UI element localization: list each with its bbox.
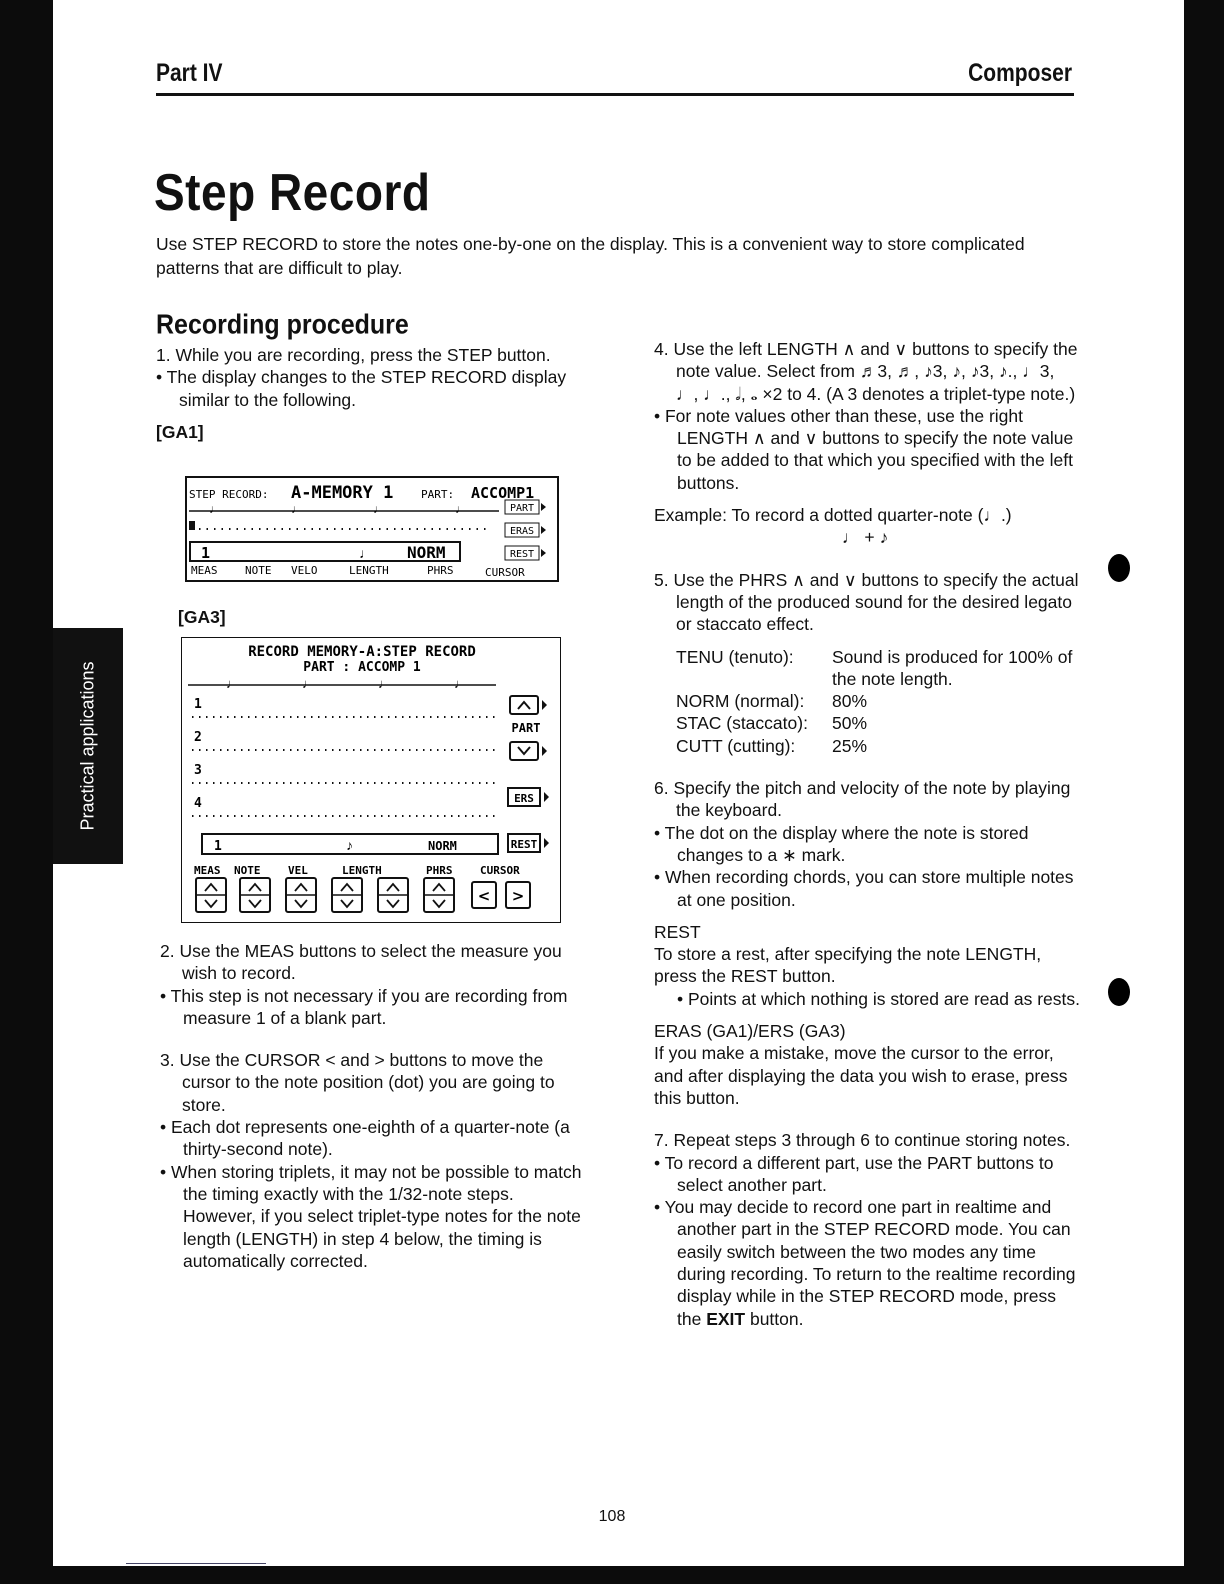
ga3-track-number: 2 — [194, 730, 202, 745]
ga3-ruler-note: ♩ — [454, 676, 467, 691]
step-6-bullet-1: • The dot on the display where the note is stored changes to a ∗ mark. — [654, 822, 1029, 865]
left-column-top — [156, 344, 586, 443]
page-title: Step Record — [154, 163, 431, 222]
header-section: Composer — [968, 59, 1072, 88]
definition-term: CUTT (cutting): — [676, 735, 796, 756]
ga1-line1-label: STEP RECORD: — [189, 488, 269, 501]
ga3-meas-button[interactable] — [196, 878, 226, 912]
page-border-right — [1184, 0, 1224, 1584]
ga3-length-left-button[interactable] — [332, 878, 362, 912]
step-3: 3. Use the CURSOR < and > buttons to move the cursor to the note position (dot) you are going to store. — [160, 1050, 555, 1115]
eras-text: If you make a mistake, move the cursor to the error, and after displaying the data you wish to erase, press this button. — [654, 1043, 1068, 1108]
ga3-part-down-button[interactable] — [510, 742, 538, 760]
exit-button-name: EXIT — [706, 1308, 746, 1329]
side-tab-label: Practical applications — [77, 661, 98, 831]
phrs-definitions — [676, 646, 1081, 757]
rest-heading: REST — [654, 921, 701, 942]
ga1-label-length: LENGTH — [349, 564, 389, 577]
definition-row — [676, 646, 1081, 691]
ga3-arrow-icon — [544, 792, 549, 802]
step-6: 6. Specify the pitch and velocity of the note by playing the keyboard. — [654, 778, 1071, 821]
ga3-note-button[interactable] — [240, 878, 270, 912]
margin-dot — [1108, 554, 1130, 582]
definition-term: TENU (tenuto): — [676, 646, 794, 667]
ga3-arrow-icon — [542, 746, 547, 756]
ga1-part-label: PART: — [421, 488, 455, 501]
ga3-button-row — [196, 878, 530, 912]
ga3-cursor-right-button[interactable] — [506, 882, 530, 908]
ga3-label-vel: VEL — [288, 864, 308, 877]
ga3-length-right-button[interactable] — [378, 878, 408, 912]
ga3-cursor-right-label: > — [511, 887, 525, 905]
ga3-ruler-note: ♩ — [302, 676, 315, 691]
ga3-track-number: 4 — [194, 796, 202, 811]
ga3-arrow-icon — [542, 700, 547, 710]
page-border-bottom — [0, 1566, 1224, 1584]
ga3-title: RECORD MEMORY-A:STEP RECORD — [248, 644, 476, 660]
definition-desc: 80% — [832, 691, 868, 712]
ga1-rest-button-label: REST — [509, 549, 535, 560]
ga3-track-number: 3 — [194, 763, 202, 778]
rest-bullet: • Points at which nothing is stored are read as rests. — [677, 988, 1080, 1009]
step-1: 1. While you are recording, press the STEP button. — [156, 345, 551, 365]
ga3-vel-button[interactable] — [286, 878, 316, 912]
definition-desc: 50% — [832, 713, 868, 734]
ga1-label-meas: MEAS — [191, 564, 218, 577]
ga1-arrow-icon — [541, 549, 546, 557]
page-border-left — [0, 0, 53, 1584]
ga3-track-number: 1 — [194, 697, 202, 712]
left-column-bottom — [160, 940, 588, 1272]
step-7-bullet-2 — [654, 1196, 1081, 1330]
ga1-display — [185, 476, 559, 582]
ga3-label: [GA3] — [178, 607, 226, 627]
ga3-phrs-value: NORM — [428, 839, 457, 853]
step-3-bullet-1: • Each dot represents one-eighth of a quarter-note (a thirty-second note). — [160, 1117, 570, 1160]
definition-row — [676, 712, 1081, 734]
scan-line — [126, 1563, 266, 1564]
header-rule — [156, 93, 1074, 96]
step-1-bullet: • The display changes to the STEP RECORD display similar to the following. — [156, 367, 567, 410]
definition-desc: 25% — [832, 735, 868, 756]
step-2: 2. Use the MEAS buttons to select the measure you wish to record. — [160, 941, 562, 984]
ga3-phrs-button[interactable] — [424, 878, 454, 912]
ga1-memory: A-MEMORY 1 — [291, 483, 394, 503]
ga1-part-value: ACCOMP1 — [471, 484, 535, 502]
definition-row — [676, 690, 1081, 712]
margin-dot — [1108, 978, 1130, 1006]
definition-desc: Sound is produced for 100% of the note length. — [832, 646, 1073, 689]
ga1-part-button-label: PART — [509, 503, 535, 514]
ga1-ruler-note: ♩ — [455, 502, 467, 516]
chevron-down-icon — [518, 747, 530, 754]
ga1-ruler-note: ♩ — [373, 502, 385, 516]
ga1-length-value: ♩ — [359, 545, 373, 561]
ga1-label: [GA1] — [156, 421, 204, 442]
step-4: 4. Use the left LENGTH ∧ and ∨ buttons to specify the note value. Select from ♬3, ♬, ♪3, ♪, ♪3, ♪., ♩3, ♩, ♩., 𝅗𝅥, 𝅝 ×2 to 4. (A 3 denotes a triplet-type note.) — [654, 339, 1078, 404]
ga3-cursor-left-button[interactable] — [472, 882, 496, 908]
ga3-display — [181, 637, 561, 923]
ga3-label-meas: MEAS — [194, 864, 221, 877]
example-text: Example: To record a dotted quarter-note (♩.) — [654, 505, 1012, 526]
ga1-ruler-note: ♩ — [209, 502, 221, 516]
step-7-bullet-1: • To record a different part, use the PART buttons to select another part. — [654, 1152, 1054, 1195]
ga3-ruler-note: ♩ — [378, 676, 391, 691]
ga1-meas-value: 1 — [201, 544, 211, 562]
ga3-label-length: LENGTH — [342, 864, 382, 877]
ga3-part-button-label: PART — [511, 721, 541, 735]
step-7-bullet-2-text: • You may decide to record one part in realtime and another part in the STEP RECORD mode. You can easily switch between the two modes any time during recording. To return to the realtime recording display while in the STEP RECORD mode, press the — [654, 1197, 1076, 1329]
ga1-label-cursor: CURSOR — [485, 566, 525, 579]
definition-term: STAC (staccato): — [676, 713, 808, 734]
ga3-part-line: PART : ACCOMP 1 — [303, 660, 421, 675]
step-4-bullet: • For note values other than these, use the right LENGTH ∧ and ∨ buttons to specify the note value to be added to that which you specified with the left buttons. — [654, 405, 1074, 493]
ga3-label-cursor: CURSOR — [480, 864, 520, 877]
ga1-arrow-icon — [541, 503, 546, 511]
ga1-eras-button-label: ERAS — [509, 526, 535, 537]
ga1-label-note: NOTE — [245, 564, 272, 577]
chevron-up-icon — [518, 702, 530, 709]
ga1-label-phrs: PHRS — [427, 564, 454, 577]
intro-text: Use STEP RECORD to store the notes one-by-one on the display. This is a convenient way to store complicated patterns that are difficult to play. — [156, 234, 1025, 278]
ga3-ruler-note: ♩ — [226, 676, 239, 691]
page-number: 108 — [598, 1508, 626, 1525]
ga3-label-wrap — [178, 606, 226, 628]
ga3-cursor-left-label: < — [477, 887, 491, 905]
right-column — [654, 338, 1081, 1330]
ga3-label-phrs: PHRS — [426, 864, 453, 877]
ga3-arrow-icon — [544, 838, 549, 848]
ga3-display-graphic — [182, 638, 560, 922]
ga1-display-graphic — [187, 478, 557, 580]
ga3-label-note: NOTE — [234, 864, 261, 877]
definition-term: NORM (normal): — [676, 691, 805, 712]
ga3-part-up-button[interactable] — [510, 696, 538, 714]
ga1-phrs-value: NORM — [407, 543, 446, 562]
step-5: 5. Use the PHRS ∧ and ∨ buttons to specify the actual length of the produced sound for the desired legato or staccato effect. — [654, 569, 1079, 635]
step-3-bullet-2: • When storing triplets, it may not be possible to match the timing exactly with the 1/32-note steps. However, if you select triplet-type notes for the note length (LENGTH) in step 4 below, the timing is automatically corrected. — [160, 1161, 582, 1271]
ga3-meas-value: 1 — [214, 839, 222, 854]
ga1-ruler-note: ♩ — [291, 502, 303, 516]
eras-heading: ERAS (GA1)/ERS (GA3) — [654, 1021, 846, 1042]
header-part: Part IV — [156, 59, 223, 88]
step-2-bullet: • This step is not necessary if you are recording from measure 1 of a blank part. — [160, 985, 568, 1028]
rest-text: To store a rest, after specifying the note LENGTH, press the REST button. — [654, 944, 1042, 987]
example-formula: ♩ + ♪ — [842, 527, 889, 548]
ga1-arrow-icon — [541, 526, 546, 534]
ga3-length-value: ♪ — [346, 837, 353, 853]
step-7-bullet-2-end: button. — [745, 1308, 804, 1329]
ga1-label-velo: VELO — [291, 564, 318, 577]
ga3-ers-button-label: ERS — [514, 792, 534, 805]
ga3-rest-button-label: REST — [510, 838, 538, 851]
ga1-cursor — [189, 521, 195, 530]
step-6-bullet-2: • When recording chords, you can store multiple notes at one position. — [654, 867, 1074, 910]
section-heading: Recording procedure — [156, 309, 409, 341]
section-side-tab — [53, 628, 123, 864]
definition-row — [676, 735, 1081, 757]
step-7: 7. Repeat steps 3 through 6 to continue storing notes. — [654, 1130, 1071, 1151]
